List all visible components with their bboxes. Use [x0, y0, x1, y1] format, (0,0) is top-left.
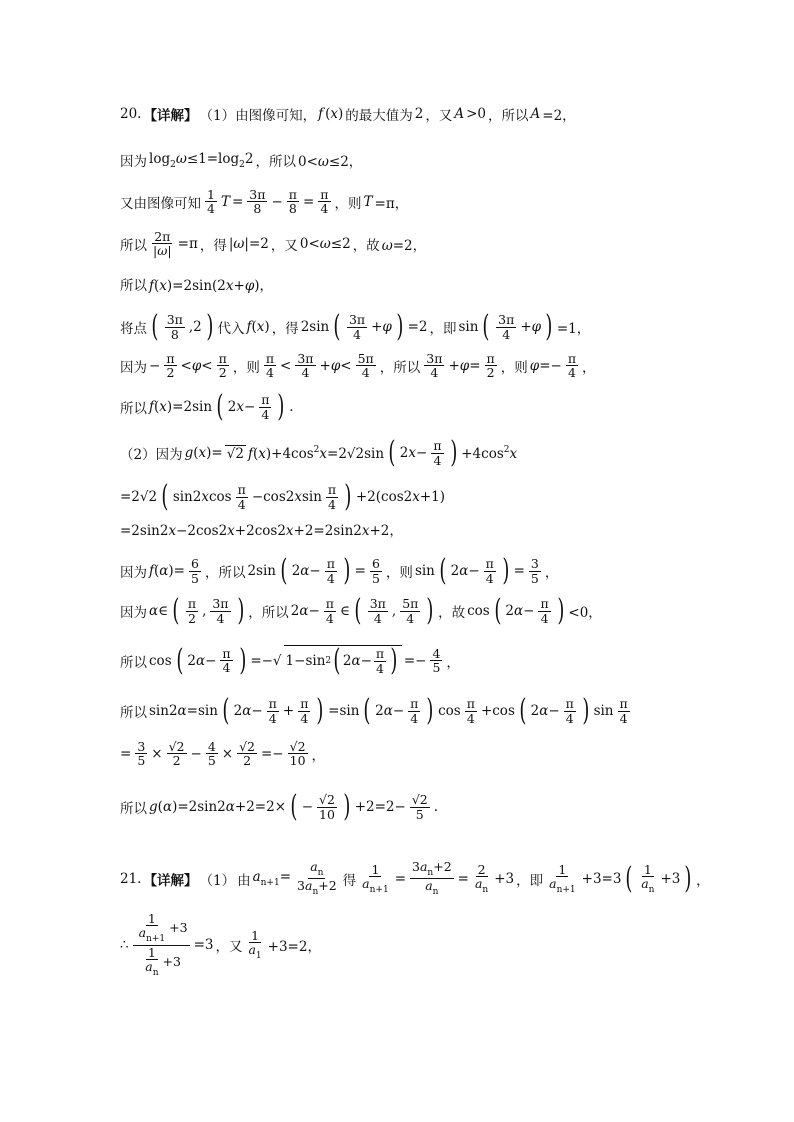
text-segment: ，得: [271, 321, 299, 337]
math: $\log_2\omega\le 1=\log_22$: [149, 150, 254, 170]
math: f(x)=2sin(2x+φ)，: [149, 278, 274, 294]
fraction: $\frac{1}{a_n}$: [641, 861, 655, 895]
fraction: $\frac{\pi}{4}$: [265, 351, 275, 381]
p20-line-6: 将点 ( $\frac{3\pi}{8}$ ,2 ) 代入 f(x) ，得 2sin ( $\frac{3\pi}{4}$ +φ ) =2 ，即 sin ( $\frac{3\pi}{4}$ +φ ) =1，: [120, 309, 591, 344]
math: A: [454, 106, 465, 122]
fraction: $\frac{\pi}{4}$: [326, 556, 335, 586]
p20-line-17: 所以 g(α)=2sin2α+2=2× ( − $\frac{√2}{10}$ ) +2=2− $\frac{√2}{5}$ .: [120, 789, 439, 824]
fraction: $\frac{\pi}{4}$: [237, 482, 246, 512]
math: =π: [177, 235, 198, 252]
math: −: [271, 193, 283, 210]
p20-line-7: 因为 − $\frac{\pi}{2}$ <φ< $\frac{\pi}{2}$ ，则 $\frac{\pi}{4}$ < $\frac{3\pi}{4}$ +φ< $\frac{5\pi}{4}$ ，所以 $\frac{3\pi}{4}$ +φ= $\frac{\pi}{2}$ ，则 φ=− $\frac{\pi}{4}$ ，: [120, 351, 596, 381]
fraction: $\frac{\pi}{4}$: [327, 482, 337, 512]
fraction: $\frac{√2}{10}$: [319, 792, 335, 822]
p20-line-3: [120, 188, 408, 215]
p20-line-13: 因为 α∈ ( $\frac{\pi}{2}$ , $\frac{3\pi}{4}$ ) ，所以 2α− $\frac{\pi}{4}$ ∈ ( $\frac{3\pi}{4}$ , $\frac{5\pi}{4}$ ) ，故 cos ( 2α− $\frac{\pi}{4}$ ) <0，: [120, 593, 602, 628]
fraction: $\frac{\pi}{4}$: [567, 351, 577, 381]
detail-heading: 【详解】: [143, 872, 198, 889]
text-segment: 所以: [120, 801, 147, 817]
p20-line-9: （2）因为 g(x)= √2 $f(x)+4\cos^2x=2√2\sin$ ( 2x− $\frac{\pi}{4}$ ) $+4\cos^2x$: [120, 435, 518, 470]
text-segment: ，: [696, 872, 710, 889]
text-segment: ，所以: [255, 154, 296, 170]
text-segment: 由: [237, 872, 251, 889]
text-segment: 所以: [120, 237, 147, 254]
text-segment: 因为: [120, 154, 147, 170]
text-segment: ，又: [425, 108, 453, 124]
fraction: $\frac{\pi}{2}$: [486, 351, 495, 381]
text-segment: 将点: [120, 321, 147, 337]
fraction: $\frac{1}{a_1}$: [248, 927, 262, 961]
fraction: $\frac{\pi}{4}$: [466, 696, 475, 726]
fraction: $\frac{1}{a_{n+1}}$: [549, 861, 576, 895]
text-segment: ，又: [270, 237, 298, 254]
math: (x): [325, 106, 344, 122]
fraction: $\frac{5\pi}{4}$: [402, 596, 419, 626]
text-segment: ，所以: [379, 359, 421, 376]
problem-20-number: 20.: [120, 106, 142, 122]
text-segment: （1）由图像可知，: [199, 108, 317, 124]
fraction: $\frac{\pi}{4}$: [320, 187, 329, 217]
fraction: $\frac{3\pi}{4}$: [498, 312, 515, 342]
fraction: $\frac{2\pi}{|\omega|}$: [153, 229, 172, 259]
math: =π，: [374, 195, 409, 212]
fraction: $\frac{\pi}{4}$: [485, 556, 494, 586]
fraction: $\frac{2}{a_n}$: [474, 861, 489, 895]
fraction: $\frac{3}{5}$: [530, 556, 539, 586]
fraction: $\frac{\pi}{4}$: [565, 696, 574, 726]
fraction: $\frac{\pi}{2}$: [218, 351, 227, 381]
text-segment: ，又: [215, 939, 243, 956]
text-segment: ，则: [334, 195, 362, 212]
fraction: $\frac{1}{a_{n+1}}$: [362, 861, 389, 895]
math: =: [302, 193, 315, 210]
text-segment: （2）因为: [120, 447, 183, 463]
p20-line-14: 所以 cos ( 2α− $\frac{\pi}{4}$ ) =−√ 1−sin 2 ( 2 α − $\frac{\pi}{4}$ ) =− $\frac{4}{5}$ ，: [120, 642, 460, 678]
text-segment: 因为: [120, 359, 147, 376]
text-segment: ，即: [516, 872, 544, 889]
fraction: $\frac{\pi}{4}$: [261, 392, 270, 422]
math: ω=2，: [381, 237, 427, 254]
fraction: $\frac{6}{5}$: [191, 556, 199, 586]
text-segment: 所以: [120, 705, 147, 721]
fraction: $\frac{3a_n+2}{a_n}$: [412, 859, 452, 898]
fraction: $\frac{\pi}{4}$: [300, 696, 309, 726]
p20-line-5: [120, 274, 273, 294]
math: T: [220, 193, 230, 210]
text-segment: ，则: [232, 359, 260, 376]
text-segment: 得: [342, 872, 357, 889]
text-segment: 所以: [120, 654, 147, 671]
p21-line-1: 21. 【详解】 （1） 由 $a_{n+1}=$ $\frac{a_n}{3a_n+2}$ 得 $\frac{1}{a_{n+1}}$ = $\frac{3a_n+2}{a_n}$ = $\frac{2}{a_n}$ +3 ，即 $\frac{1}{a_{n+1}}$ +3=3 ( $\frac{1}{a_n}$ +3 ) ，: [120, 859, 710, 898]
math: A: [530, 106, 541, 122]
p20-line-1: [120, 104, 576, 124]
p20-line-11: =2sin2x−2cos2x+2cos2x+2=2sin2x+2，: [120, 523, 403, 539]
math: 0<ω≤2，: [297, 154, 363, 170]
fraction: $\frac{4}{5}$: [207, 739, 216, 769]
text-segment: ，所以: [204, 565, 246, 581]
fraction: $\frac{3\pi}{8}$: [249, 187, 266, 217]
fraction: $\frac{a_n}{3a_n+2}$: [297, 859, 337, 898]
fraction: $\frac{\pi}{4}$: [540, 596, 549, 626]
text-segment: 因为: [120, 605, 147, 621]
p20-line-15: 所以 sin2α=sin ( 2α− $\frac{\pi}{4}$ + $\frac{\pi}{4}$ ) =sin ( 2α− $\frac{\pi}{4}$ ) cos $\frac{\pi}{4}$ +cos ( 2α− $\frac{\pi}{4}$ ) sin $\frac{\pi}{4}$: [120, 693, 628, 728]
p20-line-12: 因为 f(α)= $\frac{6}{5}$ ，所以 2sin ( 2α− $\frac{\pi}{4}$ ) = $\frac{6}{5}$ ，则 sin ( 2α− $\frac{\pi}{4}$ ) = $\frac{3}{5}$ ，: [120, 553, 559, 588]
fraction: $\frac{3\pi}{4}$: [426, 351, 443, 381]
text-segment: 所以: [120, 278, 147, 294]
text-segment: 又由图像可知: [120, 195, 201, 212]
text-segment: 代入: [217, 321, 245, 337]
math: =2，: [542, 108, 576, 124]
p20-line-4: [120, 230, 426, 257]
math: |ω|=2: [228, 235, 269, 252]
fraction: $\frac{3\pi}{8}$: [166, 312, 183, 342]
p20-line-8: 所以 f(x)=2sin ( 2x− $\frac{\pi}{4}$ ) .: [120, 389, 294, 424]
fraction: $\frac{5\pi}{4}$: [357, 351, 374, 381]
fraction: $\frac{1}{a_{n+1}}$ +3 $\frac{1}{a_n}$ +3: [133, 912, 190, 978]
fraction: $\frac{\pi}{4}$: [619, 696, 628, 726]
math: >0: [466, 106, 487, 122]
detail-heading: 【详解】: [143, 108, 198, 124]
fraction: $\frac{6}{5}$: [371, 556, 380, 586]
fraction: $\frac{1}{4}$: [207, 187, 215, 217]
text-segment: ，即: [429, 321, 457, 337]
math: f(x): [246, 319, 270, 335]
text-segment: 所以: [120, 401, 147, 417]
fraction: $\frac{\pi}{4}$: [222, 645, 231, 675]
fraction: $\frac{\pi}{2}$: [187, 596, 197, 626]
therefore-symbol: ∴: [120, 937, 129, 954]
fraction: $\frac{\pi}{4}$: [268, 696, 277, 726]
p21-line-2: ∴ $\frac{1}{a_{n+1}}$ +3 $\frac{1}{a_n}$ +3 =3 ，又 $\frac{1}{a_1}$ +3=2，: [120, 911, 321, 978]
problem-21-number: 21.: [120, 870, 142, 887]
text-segment: ，所以: [248, 605, 289, 621]
fraction: $\frac{\pi}{4}$: [410, 696, 419, 726]
fraction: $\frac{3\pi}{4}$: [212, 596, 229, 626]
p20-line-10: =2√2 ( sin2xcos $\frac{\pi}{4}$ −cos2xsin $\frac{\pi}{4}$ ) +2(cos2x+1): [120, 479, 446, 514]
fraction: $\frac{√2}{10}$: [289, 739, 306, 769]
p20-line-2: [120, 150, 362, 170]
p20-line-16: = $\frac{3}{5}$ × $\frac{√2}{2}$ − $\frac{4}{5}$ × $\frac{√2}{2}$ =− $\frac{√2}{10}$ ，: [120, 739, 326, 769]
text-segment: 的最大值为: [345, 108, 413, 124]
text-segment: ，故: [352, 237, 380, 254]
fraction: $\frac{3\pi}{4}$: [369, 596, 386, 626]
math: T: [363, 193, 373, 210]
fraction: $\frac{√2}{2}$: [168, 739, 185, 769]
fraction: $\frac{√2}{5}$: [411, 792, 428, 822]
fraction: $\frac{√2}{2}$: [239, 739, 255, 769]
fraction: $\frac{3\pi}{4}$: [348, 312, 366, 342]
fraction: $\frac{\pi}{4}$: [325, 596, 334, 626]
text-segment: ，则: [385, 565, 413, 581]
fraction: $\frac{\pi}{2}$: [166, 351, 175, 381]
fraction: $\frac{3}{5}$: [137, 739, 146, 769]
math: 0<ω≤2: [299, 235, 351, 252]
fraction: $\frac{\pi}{8}$: [288, 187, 297, 217]
fraction: $\frac{4}{5}$: [432, 645, 441, 675]
math: =: [231, 193, 244, 210]
text-segment: 因为: [120, 565, 147, 581]
math: f: [318, 106, 324, 122]
math: 2: [414, 106, 424, 122]
fraction: $\frac{\pi}{4}$: [433, 438, 442, 468]
text-segment: ，得: [199, 237, 227, 254]
fraction: $\frac{3\pi}{4}$: [297, 351, 314, 381]
text-segment: ，故: [438, 605, 466, 621]
text-segment: ，则: [500, 359, 528, 376]
text-segment: ，所以: [488, 108, 529, 124]
